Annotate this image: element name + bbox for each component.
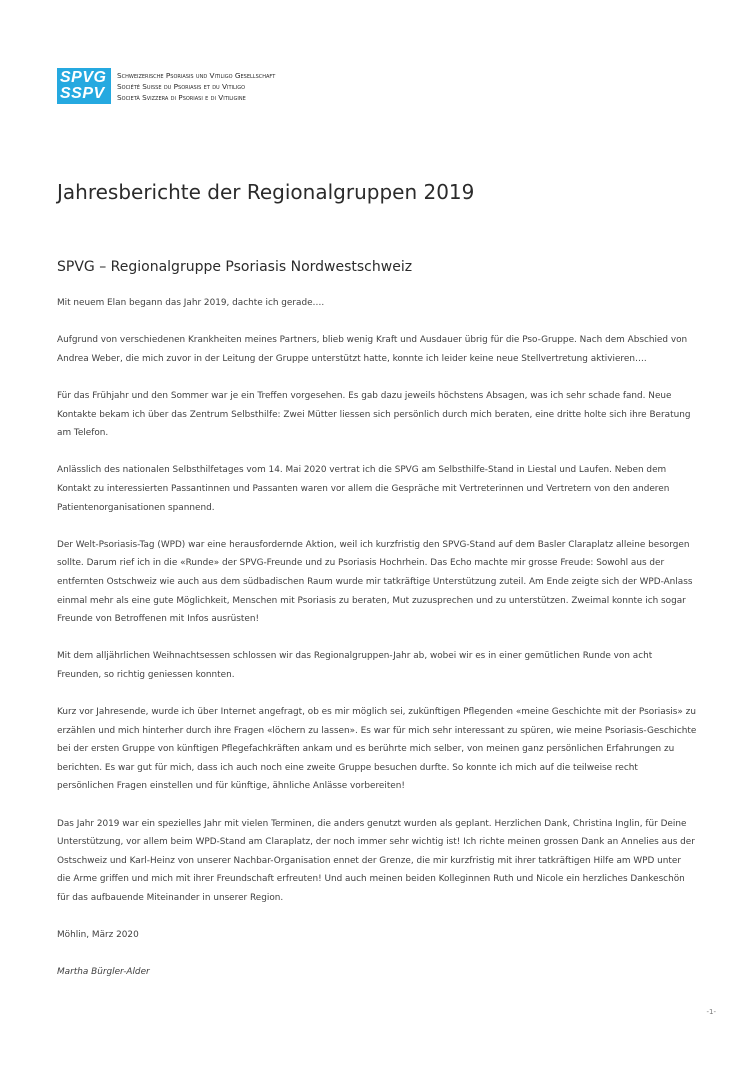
place-date: Möhlin, März 2020 xyxy=(57,930,139,941)
organization-names xyxy=(117,70,275,103)
paragraph: Mit dem alljährlichen Weihnachtsessen schlossen wir das Regionalgruppen-Jahr ab, wobei wir es in einer gemütlichen Runde von acht Freunden, so richtig geniessen konnten. xyxy=(57,651,653,680)
logo-line-2: SSPV xyxy=(60,85,105,102)
page-title: Jahresberichte der Regionalgruppen 2019 xyxy=(57,180,475,204)
org-name-de: Schweizerische Psoriasis und Vitiligo Gesellschaft xyxy=(117,71,276,80)
paragraph: Kurz vor Jahresende, wurde ich über Internet angefragt, ob es mir möglich sei, zukünftigen Pflegenden «meine Geschichte mit der Psoriasis» zu erzählen und mich hinterher durch ihre Fragen «löchern zu lassen». Es war für mich sehr interessant zu spüren, wie meine Psoriasis-Geschichte bei der ersten Gruppe von künftigen Pflegefachkräften ankam und es berührte mich selber, von meinen ganz persönlichen Erfahrungen zu berichten. Es war gut für mich, dass ich auch noch eine zweite Gruppe besuchen durfte. So konnte ich mich auf die teilweise recht persönlichen Fragen einstellen und für künftige, ähnliche Anlässe vorbereiten! xyxy=(57,707,697,792)
paragraph: Aufgrund von verschiedenen Krankheiten meines Partners, blieb wenig Kraft und Ausdauer übrig für die Pso-Gruppe. Nach dem Abschied von Andrea Weber, die mich zuvor in der Leitung der Gruppe unterstützt hatte, konnte ich leider keine neue Stellvertretung aktivieren…. xyxy=(57,335,688,364)
paragraph: Mit neuem Elan begann das Jahr 2019, dachte ich gerade…. xyxy=(57,298,325,308)
paragraph: Für das Frühjahr und den Sommer war je ein Treffen vorgesehen. Es gab dazu jeweils höchstens Absagen, was ich sehr schade fand. Neue Kontakte bekam ich über das Zentrum Selbsthilfe: Zwei Mütter liessen sich persönlich durch mich beraten, eine dritte holte sich ihre Beratung am Telefon. xyxy=(57,390,691,439)
org-name-fr: Société Suisse du Psoriasis et du Vitiligo xyxy=(117,82,246,91)
logo-line-1: SPVG xyxy=(60,69,107,86)
section-title: SPVG – Regionalgruppe Psoriasis Nordwestschweiz xyxy=(57,259,413,275)
paragraph: Anlässlich des nationalen Selbsthilfetages vom 14. Mai 2020 vertrat ich die SPVG am Selbsthilfe-Stand in Liestal und Laufen. Neben dem Kontakt zu interessierten Passantinnen und Passanten waren vor allem die Gespräche mit Vertreterinnen und Vertretern von den anderen Patientenorganisationen spannend. xyxy=(57,465,670,513)
report-body xyxy=(57,294,697,1001)
page-number: -1- xyxy=(706,1008,716,1016)
paragraph: Das Jahr 2019 war ein spezielles Jahr mit vielen Terminen, die anders genutzt wurden als geplant. Herzlichen Dank, Christina Inglin, für Deine Unterstützung, vor allem beim WPD-Stand am Claraplatz, der noch immer sehr wichtig ist! Ich richte meinen grossen Dank an Annelies aus der Ostschweiz und Karl-Heinz von unserer Nachbar-Organisation ennet der Grenze, die mir kurzfristig mit ihrer tatkräftigen Hilfe am WPD unter die Arme griffen und mich mit ihrer Freundschaft erfreuten! Und auch meinen beiden Kolleginnen Ruth und Nicole ein herzliches Dankeschön für das aufbauende Miteinander in unserer Region. xyxy=(57,818,695,903)
spvg-logo xyxy=(57,68,111,104)
org-name-it: Società Svizzera di Psoriasi e di Vitiligine xyxy=(117,93,246,102)
paragraph: Der Welt-Psoriasis-Tag (WPD) war eine herausfordernde Aktion, weil ich kurzfristig den SPVG-Stand auf dem Basler Claraplatz alleine besorgen sollte. Darum rief ich in die «Runde» der SPVG-Freunde und zu Psoriasis Hochrhein. Das Echo machte mir grosse Freude: Sowohl aus der entfernten Ostschweiz wie auch aus dem südbadischen Raum wurde mir tatkräftige Unterstützung zuteil. Am Ende zeigte sich der WPD-Anlass einmal mehr als eine gute Möglichkeit, Menschen mit Psoriasis zu beraten, Mut zuzusprechen und zu unterstützen. Zweimal konnte ich sogar Freunde von Betroffenen mit Infos ausrüsten! xyxy=(57,539,693,625)
signature: Martha Bürgler-Alder xyxy=(57,967,150,978)
